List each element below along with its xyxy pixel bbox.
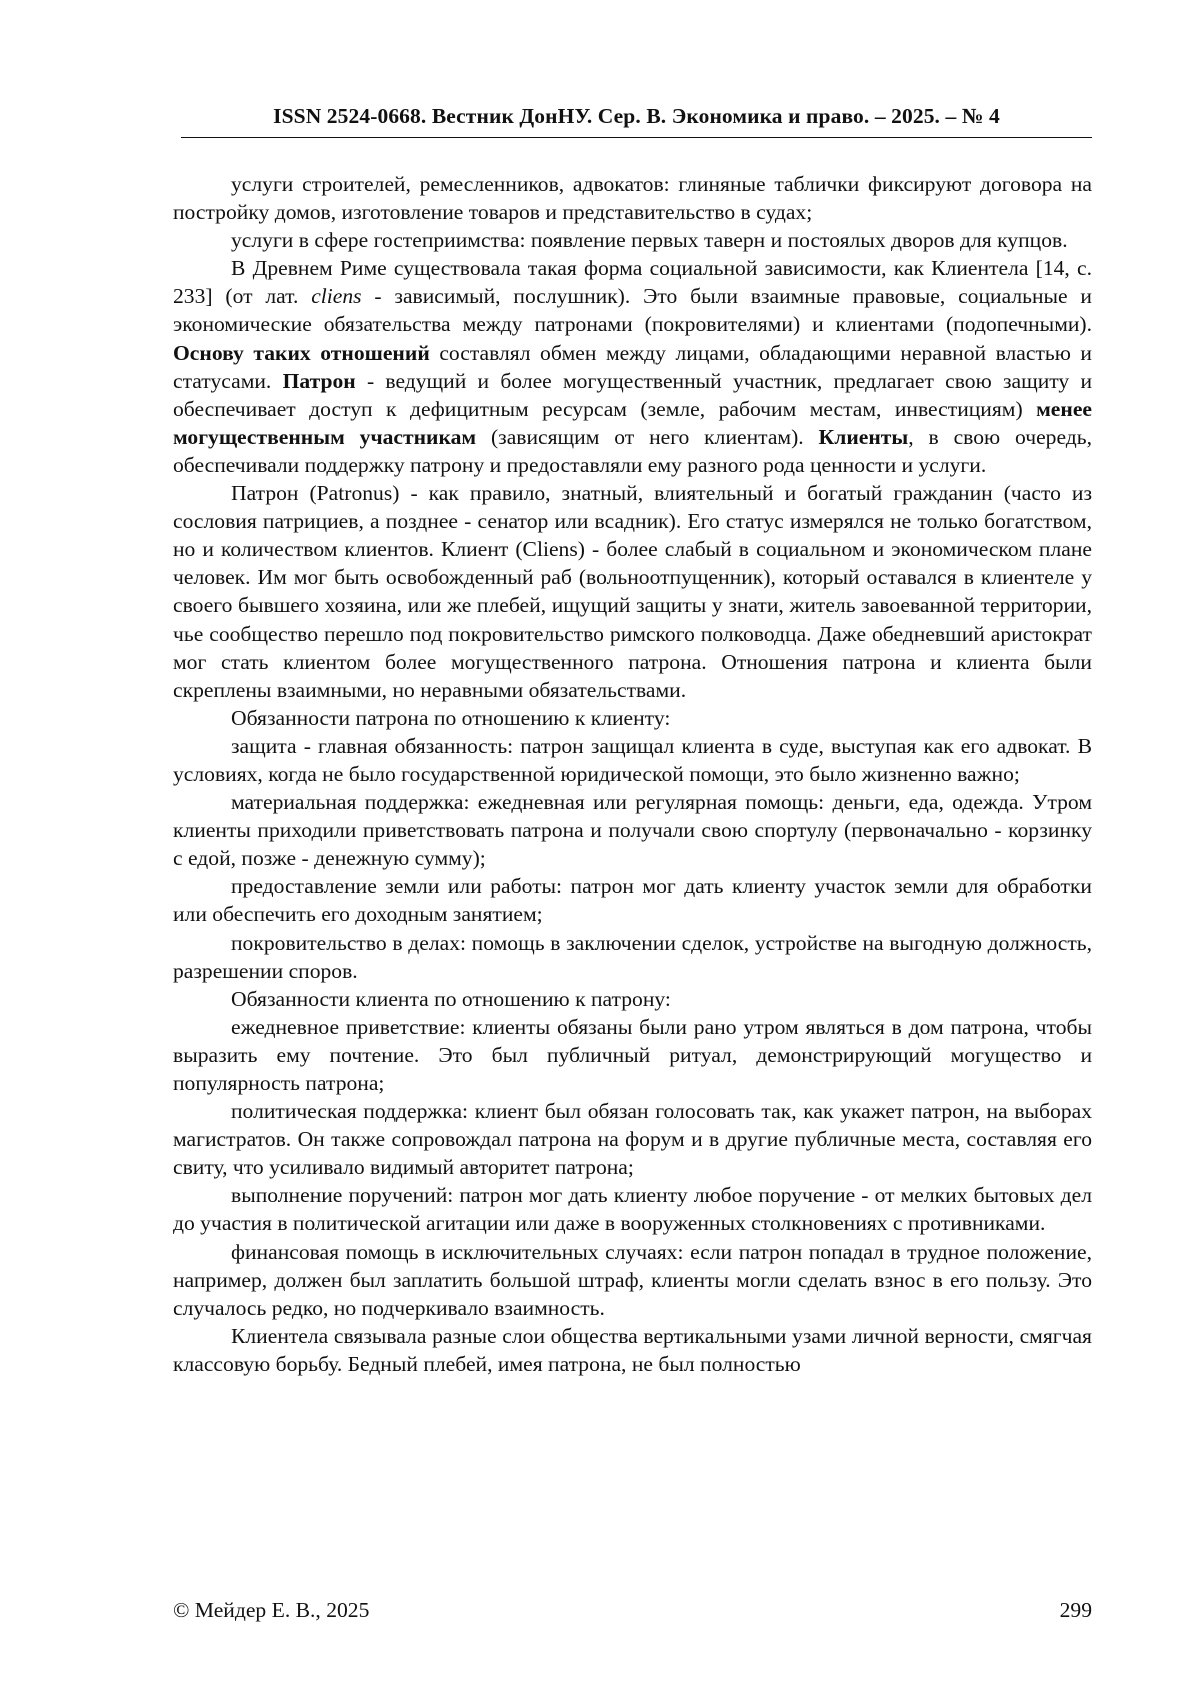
- header-rule: [181, 137, 1092, 138]
- page-number: 299: [1059, 1598, 1092, 1622]
- paragraph-11: ежедневное приветствие: клиенты обязаны были рано утром являться в дом патрона, чтобы выразить ему почтение. Это был публичный ритуал, демонстрирующий могущество и популярность патрона;: [173, 1014, 1092, 1095]
- bold-less-powerful-participants: менее могущественным участникам: [173, 396, 1092, 449]
- paragraph-9: покровительство в делах: помощь в заключении сделок, устройстве на выгодную должность, разрешении споров.: [173, 930, 1092, 983]
- article-body: [173, 170, 1092, 1378]
- bold-clients: Клиенты: [818, 424, 909, 449]
- paragraph-5: Обязанности патрона по отношению к клиенту:: [231, 705, 671, 730]
- paragraph-12: политическая поддержка: клиент был обязан голосовать так, как укажет патрон, на выборах магистратов. Он также сопровождал патрона на форум и в другие публичные места, составляя его свиту, что усиливало видимый авторитет патрона;: [173, 1099, 1092, 1180]
- running-head: ISSN 2524-0668. Вестник ДонНУ. Сер. В. Экономика и право. – 2025. – № 4: [273, 104, 1000, 128]
- latin-term-cliens: cliens: [311, 284, 362, 309]
- paragraph-8: предоставление земли или работы: патрон мог дать клиенту участок земли для обработки или обеспечить его доходным занятием;: [173, 874, 1092, 927]
- paragraph-3-text-6: , в свою очередь, обеспечивали поддержку патрону и предоставляли ему разного рода ценности и услуги.: [173, 424, 1093, 477]
- paragraph-3-text-2: - зависимый, послушник). Это были взаимные правовые, социальные и экономические обязательства между патронами (покровителями) и клиентами (подопечными).: [173, 284, 1092, 337]
- paragraph-14: финансовая помощь в исключительных случаях: если патрон попадал в трудное положение, например, должен был заплатить большой штраф, клиенты могли сделать взнос в его пользу. Это случалось редко, но подчеркивало взаимность.: [173, 1239, 1092, 1320]
- paragraph-3: [173, 254, 1092, 479]
- paragraph-2: услуги в сфере гостеприимства: появление первых таверн и постоялых дворов для купцов.: [231, 228, 1068, 253]
- bold-basis-of-relations: Основу таких отношений: [173, 340, 430, 365]
- paragraph-10: Обязанности клиента по отношению к патрону:: [231, 986, 671, 1011]
- paragraph-1: услуги строителей, ремесленников, адвокатов: глиняные таблички фиксируют договора на постройку домов, изготовление товаров и представительство в судах;: [173, 172, 1092, 225]
- paragraph-3-text-4: - ведущий и более могущественный участник, предлагает свою защиту и обеспечивает доступ к дефицитным ресурсам (земле, рабочим местам, инвестициям): [173, 368, 1093, 421]
- paragraph-7: материальная поддержка: ежедневная или регулярная помощь: деньги, еда, одежда. Утром клиенты приходили приветствовать патрона и получали свою спортулу (первоначально - корзинку с едой, позже - денежную сумму);: [173, 790, 1092, 871]
- footer-copyright: © Мейдер Е. В., 2025: [173, 1598, 370, 1622]
- paragraph-4: Патрон (Patronus) - как правило, знатный, влиятельный и богатый гражданин (часто из сословия патрициев, а позднее - сенатор или всадник). Его статус измерялся не только богатством, но и количеством клиентов. Клиент (Cliens) - более слабый в социальном и экономическом плане человек. Им мог быть освобожденный раб (вольноотпущенник), который оставался в клиентеле у своего бывшего хозяина, или же плебей, ищущий защиты у знати, житель завоеванной территории, чье сообщество перешло под покровительство римского полководца. Даже обедневший аристократ мог стать клиентом более могущественного патрона. Отношения патрона и клиента были скреплены взаимными, но неравными обязательствами.: [173, 481, 1092, 702]
- paragraph-3-text-1: В Древнем Риме существовала такая форма социальной зависимости, как Клиентела [14, с. 233] (от лат.: [173, 256, 1092, 309]
- paragraph-13: выполнение поручений: патрон мог дать клиенту любое поручение - от мелких бытовых дел до участия в политической агитации или даже в вооруженных столкновениях с противниками.: [173, 1183, 1092, 1236]
- paragraph-6: защита - главная обязанность: патрон защищал клиента в суде, выступая как его адвокат. В условиях, когда не было государственной юридической помощи, это было жизненно важно;: [173, 733, 1092, 786]
- paragraph-15: Клиентела связывала разные слои общества вертикальными узами личной верности, смягчая классовую борьбу. Бедный плебей, имея патрона, не был полностью: [173, 1323, 1092, 1376]
- paragraph-3-text-5: (зависящим от него клиентам).: [476, 424, 819, 449]
- bold-patron: Патрон: [282, 368, 356, 393]
- paragraph-3-text-3: составлял обмен между лицами, обладающими неравной властью и статусами.: [173, 340, 1092, 393]
